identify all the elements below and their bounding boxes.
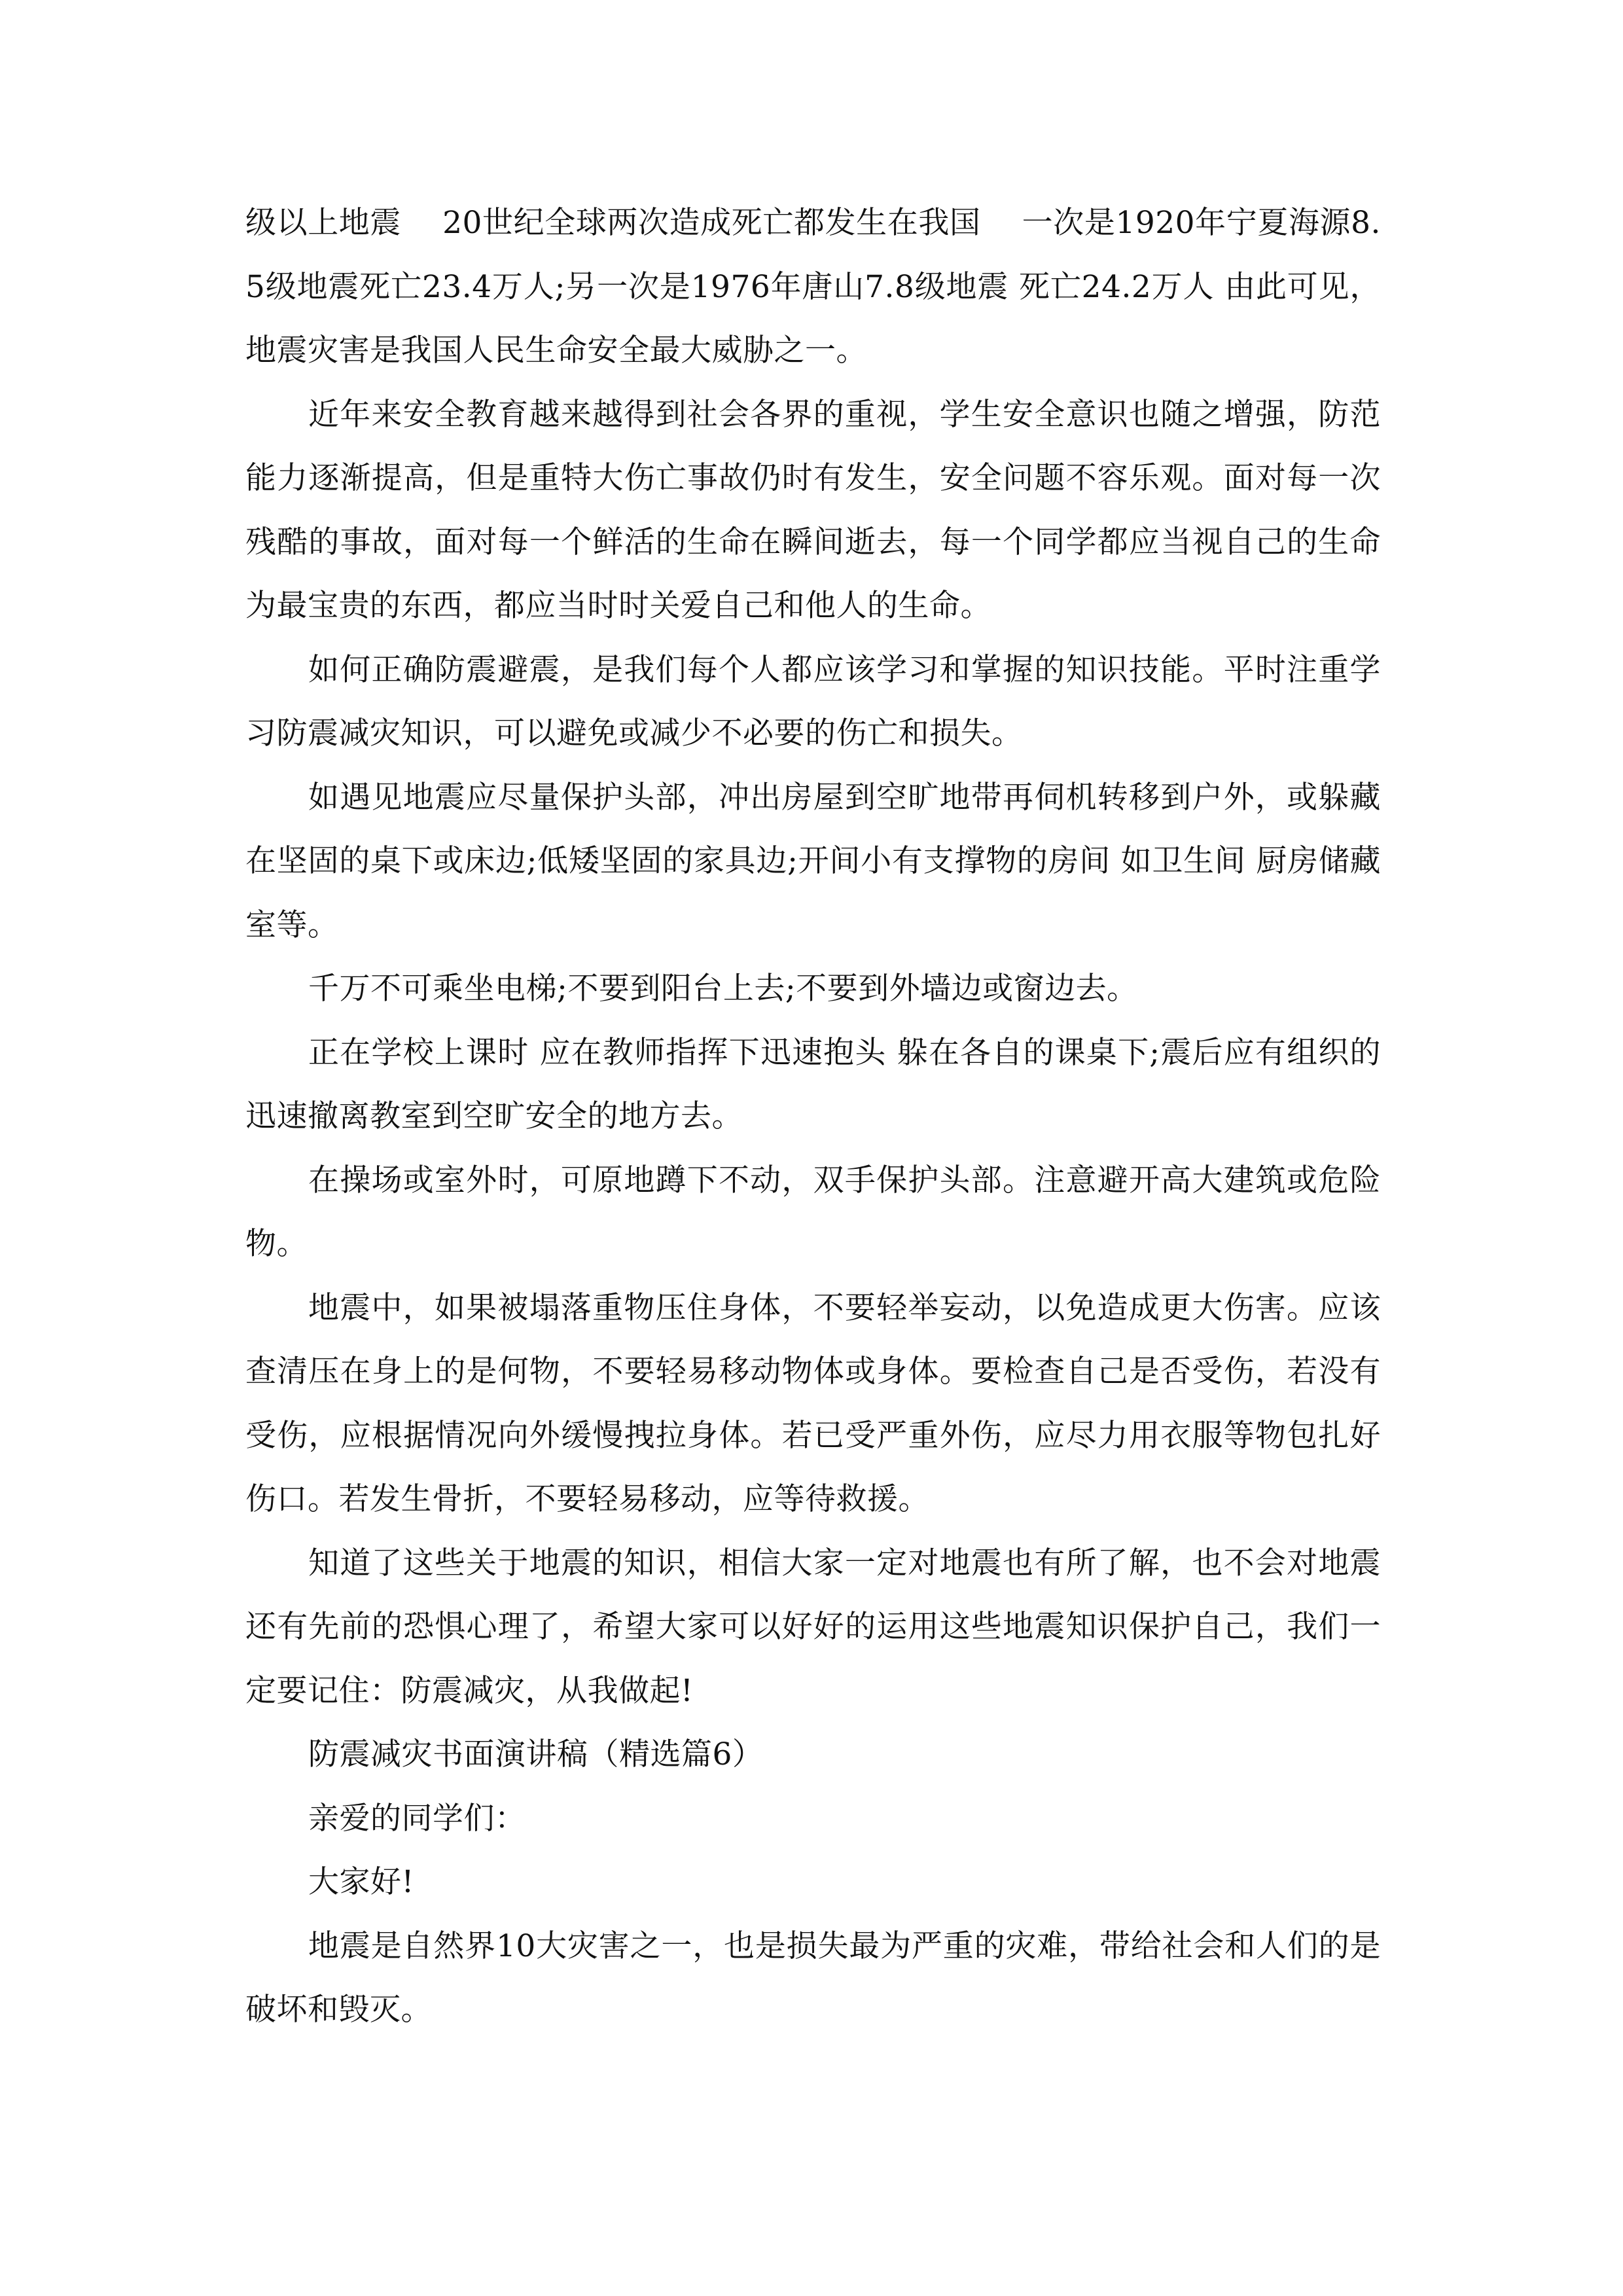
document-body [245, 191, 1381, 2042]
salutation: 亲爱的同学们： [308, 1800, 526, 1837]
paragraph-2: 近年来安全教育越来越得到社会各界的重视，学生安全意识也随之增强，防范能力逐渐提高，但是重特大伤亡事故仍时有发生，安全问题不容乐观。面对每一次残酷的事故，面对每一个鲜活的生命在瞬间逝去，每一个同学都应当视自己的生命为最宝贵的东西，都应当时时关爱自己和他人的生命。 [245, 396, 1381, 624]
paragraph-8: 地震中，如果被塌落重物压住身体，不要轻举妄动，以免造成更大伤害。应该查清压在身上的是何物，不要轻易移动物体或身体。要检查自己是否受伤，若没有受伤，应根据情况向外缓慢拽拉身体。若已受严重外伤，应尽力用衣服等物包扎好伤口。若发生骨折，不要轻易移动，应等待救援。 [245, 1289, 1381, 1517]
paragraph-6: 正在学校上课时 应在教师指挥下迅速抱头 躲在各自的课桌下;震后应有组织的迅速撤离教室到空旷安全的地方去。 [245, 1034, 1381, 1134]
paragraph-1: 级以上地震 20世纪全球两次造成死亡都发生在我国 一次是1920年宁夏海源8.5级地震死亡23.4万人;另一次是1976年唐山7.8级地震 死亡24.2万人 由此可见，地震灾害是我国人民生命安全最大威胁之一。 [245, 205, 1381, 368]
paragraph-7: 在操场或室外时，可原地蹲下不动，双手保护头部。注意避开高大建筑或危险物。 [245, 1162, 1381, 1262]
greeting: 大家好! [308, 1864, 414, 1900]
paragraph-3: 如何正确防震避震，是我们每个人都应该学习和掌握的知识技能。平时注重学习防震减灾知识，可以避免或减少不必要的伤亡和损失。 [245, 651, 1381, 751]
paragraph-9: 知道了这些关于地震的知识，相信大家一定对地震也有所了解，也不会对地震还有先前的恐惧心理了，希望大家可以好好的运用这些地震知识保护自己，我们一定要记住：防震减灾，从我做起! [245, 1545, 1381, 1709]
paragraph-5: 千万不可乘坐电梯;不要到阳台上去;不要到外墙边或窗边去。 [308, 971, 1138, 1007]
paragraph-13: 地震是自然界10大灾害之一，也是损失最为严重的灾难，带给社会和人们的是破坏和毁灭。 [245, 1928, 1381, 2028]
section-heading: 防震减灾书面演讲稿（精选篇6） [308, 1736, 764, 1772]
paragraph-4: 如遇见地震应尽量保护头部，冲出房屋到空旷地带再伺机转移到户外，或躲藏在坚固的桌下或床边;低矮坚固的家具边;开间小有支撑物的房间 如卫生间 厨房储藏室等。 [245, 779, 1381, 943]
